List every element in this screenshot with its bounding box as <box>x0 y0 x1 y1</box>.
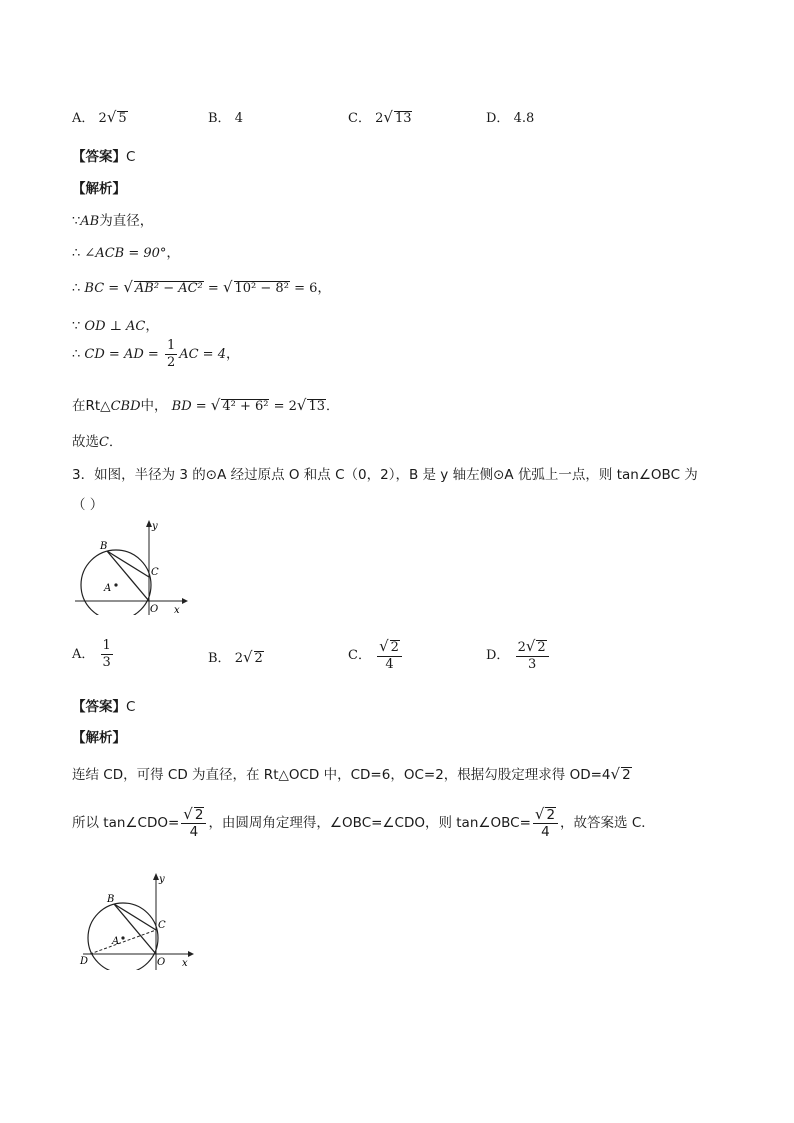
q2-analysis-heading: 【解析】 <box>72 181 126 197</box>
segment-bc <box>114 904 156 930</box>
label-a: A <box>112 936 120 947</box>
q3-option-a: A． $\frac{1}{3}$ <box>72 638 111 670</box>
q3-question-line-2: （ ） <box>72 497 104 513</box>
q2-analysis-line-7: 故选C． <box>72 434 122 450</box>
label-o: O <box>157 957 166 968</box>
label-x: x <box>174 605 180 615</box>
label-a: A <box>104 583 112 594</box>
x-axis-arrow <box>188 951 194 957</box>
label-b: B <box>100 541 108 552</box>
q2-analysis-line-3: ∴ BC = √ AB² − AC² = √ 10² − 8² = 6， <box>72 278 331 296</box>
q3-analysis-line-2: 所以 tan∠CDO= $\frac{√ 2}{4}$ ，由圆周角定理得，∠OBC=∠CDO，则 tan∠OBC= $\frac{√ 2}{4}$ ，故答案选 C． <box>72 805 655 840</box>
q3-answer: 【答案】C <box>72 699 136 715</box>
q2-analysis-line-4: ∵ OD ⊥ AC， <box>72 318 159 334</box>
q2-option-a: A． 2√ 5 <box>72 108 127 126</box>
segment-bo <box>114 904 156 954</box>
q2-answer: 【答案】C <box>72 149 136 165</box>
segment-bc <box>107 551 149 577</box>
label-x: x <box>182 958 188 969</box>
label-d: D <box>80 956 89 967</box>
q3-question-line-1: 3．如图，半径为 3 的⊙A 经过原点 O 和点 C（0，2），B 是 y 轴左侧⊙A 优弧上一点，则 tan∠OBC 为 <box>72 467 698 483</box>
q2-option-c: C． 2√ 13 <box>348 108 412 126</box>
q3-analysis-line-1: 连结 CD，可得 CD 为直径，在 Rt△OCD 中，CD=6，OC=2，根据勾股定理求得 OD=4√ 2 <box>72 765 631 783</box>
q3-analysis-figure <box>78 870 203 970</box>
q2-option-d: D． 4.8 <box>486 111 535 126</box>
q3-option-c: C． $\frac{√ 2}{4}$ <box>348 638 404 673</box>
label-b: B <box>107 894 115 905</box>
q3-option-d: D． $\frac{2√ 2}{3}$ <box>486 638 551 673</box>
label-o: O <box>150 604 159 615</box>
x-axis-arrow <box>182 598 188 604</box>
label-c: C <box>158 920 166 931</box>
q2-analysis-line-6: 在Rt△CBD中， BD = √ 4² + 6² = 2√ 13． <box>72 396 340 414</box>
circle-a <box>81 550 151 615</box>
q3-figure <box>70 515 195 615</box>
segment-bo <box>107 551 149 601</box>
q2-analysis-line-1: ∵AB为直径， <box>72 213 154 229</box>
q2-analysis-line-2: ∴ ∠ACB = 90°， <box>72 245 180 261</box>
q2-analysis-line-5: ∴ CD = AD = $\frac{1}{2}$ AC = 4， <box>72 338 240 370</box>
q2-option-b: B． 4 <box>208 111 243 126</box>
center-dot <box>121 936 124 939</box>
center-dot <box>114 583 117 586</box>
q3-option-b: B． 2√ 2 <box>208 648 263 666</box>
label-y: y <box>152 521 158 532</box>
label-c: C <box>151 567 159 578</box>
label-y: y <box>159 874 165 885</box>
q3-analysis-heading: 【解析】 <box>72 730 126 746</box>
